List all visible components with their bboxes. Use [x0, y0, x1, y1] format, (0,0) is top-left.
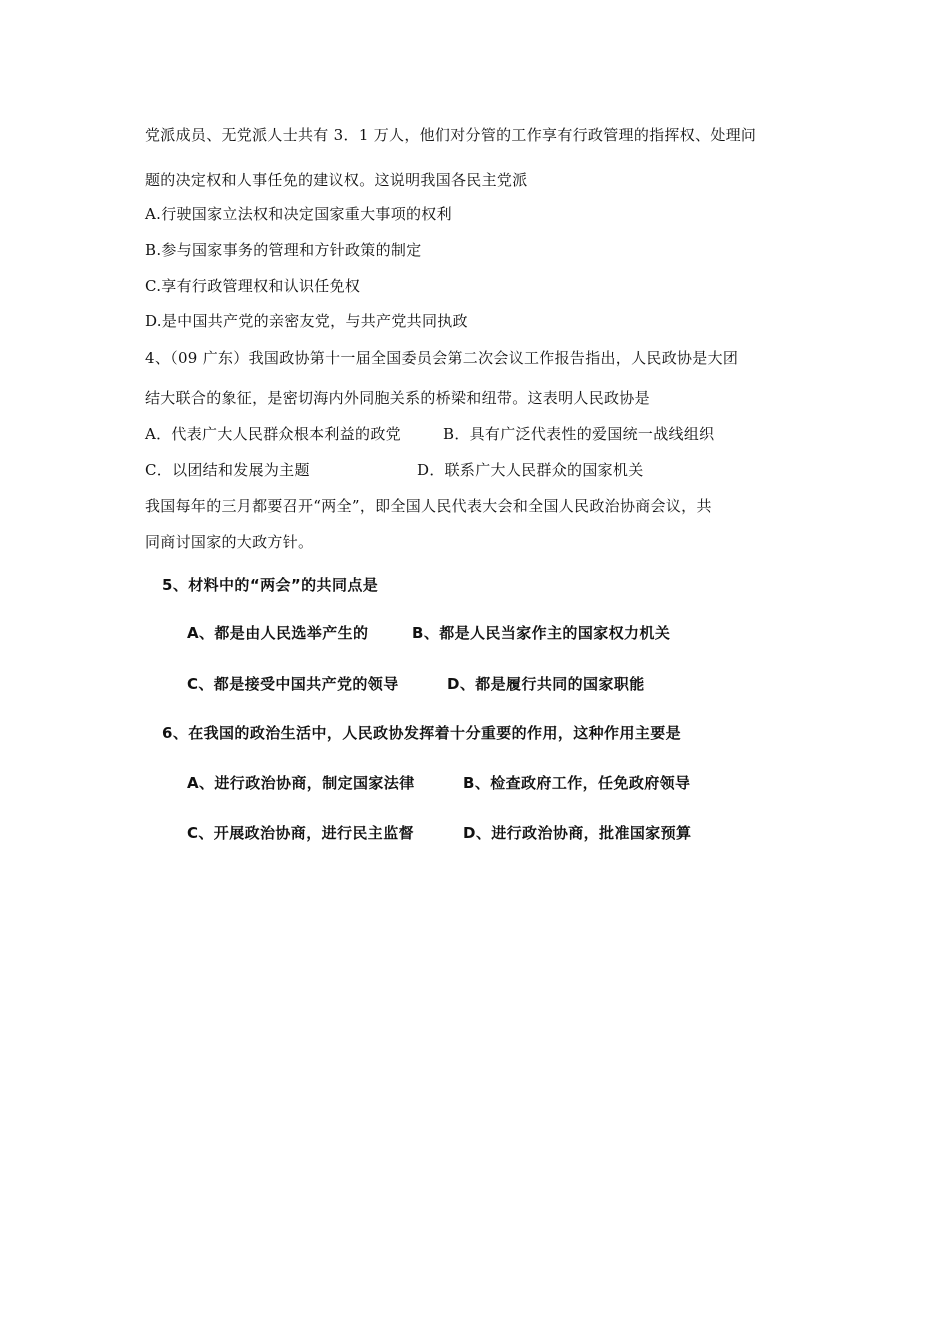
- q4-option-c: C．以团结和发展为主题: [145, 461, 310, 479]
- material-line2: 同商讨国家的大政方针。: [145, 533, 314, 551]
- q5-option-c: C、都是接受中国共产党的领导: [187, 675, 399, 693]
- q5-option-a: A、都是由人民选举产生的: [187, 624, 369, 642]
- q4-stem-line2: 结大联合的象征，是密切海内外同胞关系的桥梁和纽带。这表明人民政协是: [145, 389, 650, 407]
- q4-stem-line1: 4、（09 广东）我国政协第十一届全国委员会第二次会议工作报告指出，人民政协是大团: [145, 349, 739, 367]
- q5-option-b: B、都是人民当家作主的国家权力机关: [412, 624, 671, 642]
- q6-option-a: A、进行政治协商，制定国家法律: [187, 774, 415, 792]
- q6-option-d: D、进行政治协商，批准国家预算: [463, 824, 692, 842]
- q6-stem: 6、在我国的政治生活中，人民政协发挥着十分重要的作用，这种作用主要是: [162, 724, 682, 742]
- q5-stem: 5、材料中的“两会”的共同点是: [162, 576, 379, 594]
- q6-option-b: B、检查政府工作，任免政府领导: [463, 774, 691, 792]
- q3-option-c: C.享有行政管理权和认识任免权: [145, 277, 361, 295]
- q3-option-b: B.参与国家事务的管理和方针政策的制定: [145, 241, 422, 259]
- q3-stem-line1: 党派成员、无党派人士共有 3．1 万人，他们对分管的工作享有行政管理的指挥权、处理问: [145, 126, 757, 144]
- q3-option-d: D.是中国共产党的亲密友党，与共产党共同执政: [145, 312, 468, 330]
- material-line1: 我国每年的三月都要召开“两全”，即全国人民代表大会和全国人民政治协商会议，共: [145, 497, 712, 515]
- q5-option-d: D、都是履行共同的国家职能: [447, 675, 645, 693]
- q4-option-a: A．代表广大人民群众根本利益的政党: [145, 425, 401, 443]
- q4-option-b: B．具有广泛代表性的爱国统一战线组织: [443, 425, 715, 443]
- q4-option-d: D．联系广大人民群众的国家机关: [417, 461, 644, 479]
- q3-option-a: A.行驶国家立法权和决定国家重大事项的权利: [145, 205, 452, 223]
- q6-option-c: C、开展政治协商，进行民主监督: [187, 824, 415, 842]
- q3-stem-line2: 题的决定权和人事任免的建议权。这说明我国各民主党派: [145, 171, 528, 189]
